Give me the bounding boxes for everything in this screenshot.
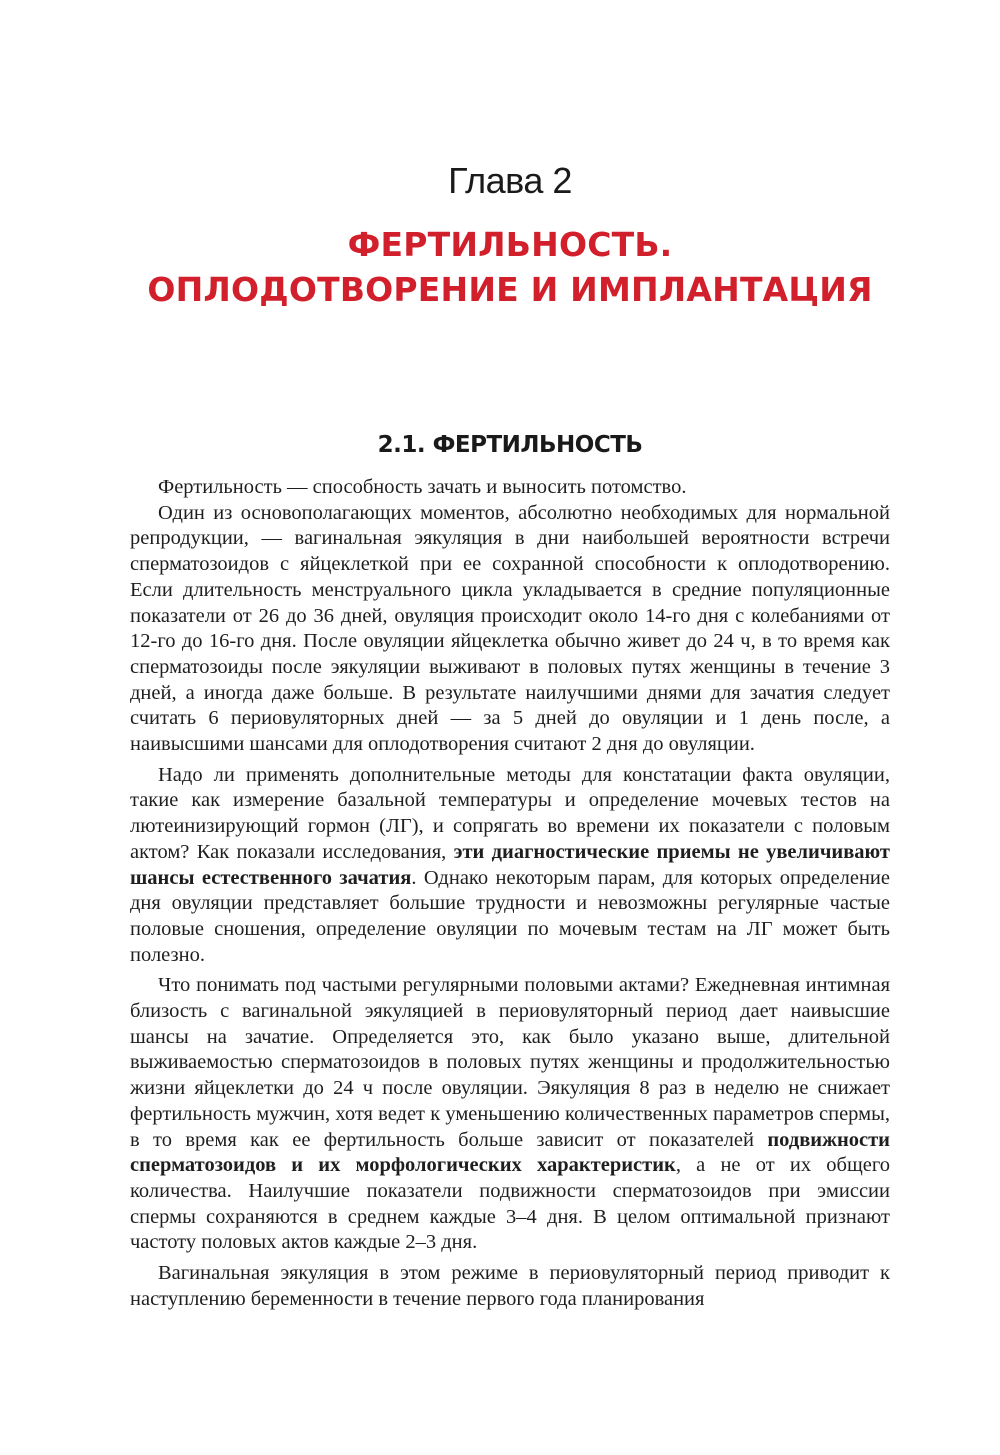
paragraph-4-text-start: Что понимать под частыми регулярными половыми актами? Ежедневная интимная близость с вагинальной эякуляцией в периовуляторный период дает наивысшие шансы на зачатие. Определяется это, как было указано выше, длительной выживаемостью сперматозоидов в половых путях женщины и продолжительностью жизни яйцеклетки до 24 ч после овуляции. Эякуляция 8 раз в неделю не снижает фертильность мужчин, хотя ведет к уменьшению количественных параметров спермы, в то время как ее фертильность больше зависит от показателей bbox=[130, 974, 890, 1151]
paragraph-1: Фертильность — способность зачать и выносить потомство. bbox=[158, 476, 687, 498]
paragraph-5: Вагинальная эякуляция в этом режиме в периовуляторный период приводит к наступлению беременности в течение первого года планирования bbox=[130, 1262, 890, 1310]
paragraph-3-text-end: . Однако некоторым парам, для которых определение дня овуляции представляет большие трудности и невозможны регулярные частые половые сношения, определение овуляции по мочевым тестам на ЛГ может быть полезно. bbox=[130, 866, 890, 966]
paragraph-3 bbox=[130, 763, 890, 969]
paragraph-4-text-end: , а не от их общего количества. Наилучшие показатели подвижности сперматозоидов при эмиссии спермы сохраняются в среднем каждые 3–4 дня. В целом оптимальной признают частоту половых актов каждые 2–3 дня. bbox=[130, 1154, 890, 1254]
paragraph-2: Один из основополагающих моментов, абсолютно необходимых для нормальной репродукции, — вагинальная эякуляция в дни наибольшей вероятности встречи сперматозоидов с яйцеклеткой при ее сохранной способности к оплодотворению. Если длительность менструального цикла укладывается в средние популяционные показатели от 26 до 36 дней, овуляция происходит около 14-го дня с колебаниями от 12-го до 16-го дня. После овуляции яйцеклетка обычно живет до 24 ч, в то время как сперматозоиды после эякуляции выживают в половых путях женщины в течение 3 дней, а иногда даже больше. В результате наилучшими днями для зачатия следует считать 6 периовуляторных дней — за 5 дней до овуляции и 1 день после, а наивысшими шансами для оплодотворения считают 2 дня до овуляции. bbox=[130, 501, 890, 756]
chapter-label: Глава 2 bbox=[448, 160, 572, 201]
paragraph-3-emphasis: эти диагностические приемы не увеличивают шансы естественного зачатия bbox=[130, 840, 890, 889]
chapter-title-line-2: ОПЛОДОТВОРЕНИЕ И ИМПЛАНТАЦИЯ bbox=[147, 270, 873, 309]
paragraph-4 bbox=[130, 973, 890, 1256]
section-heading: 2.1. ФЕРТИЛЬНОСТЬ bbox=[377, 432, 643, 458]
book-page bbox=[130, 0, 890, 1455]
paragraph-3-text-start: Надо ли применять дополнительные методы для констатации факта овуляции, такие как измерение базальной температуры и определение мочевых тестов на лютеинизирующий гормон (ЛГ), и сопрягать во времени их показатели с половым актом? Как показали исследования, bbox=[130, 763, 890, 863]
chapter-title bbox=[130, 222, 890, 312]
paragraph-4-emphasis: подвижности сперматозоидов и их морфологических характеристик bbox=[130, 1128, 890, 1177]
chapter-title-line-1: ФЕРТИЛЬНОСТЬ. bbox=[347, 225, 673, 264]
body-text bbox=[130, 475, 890, 1318]
